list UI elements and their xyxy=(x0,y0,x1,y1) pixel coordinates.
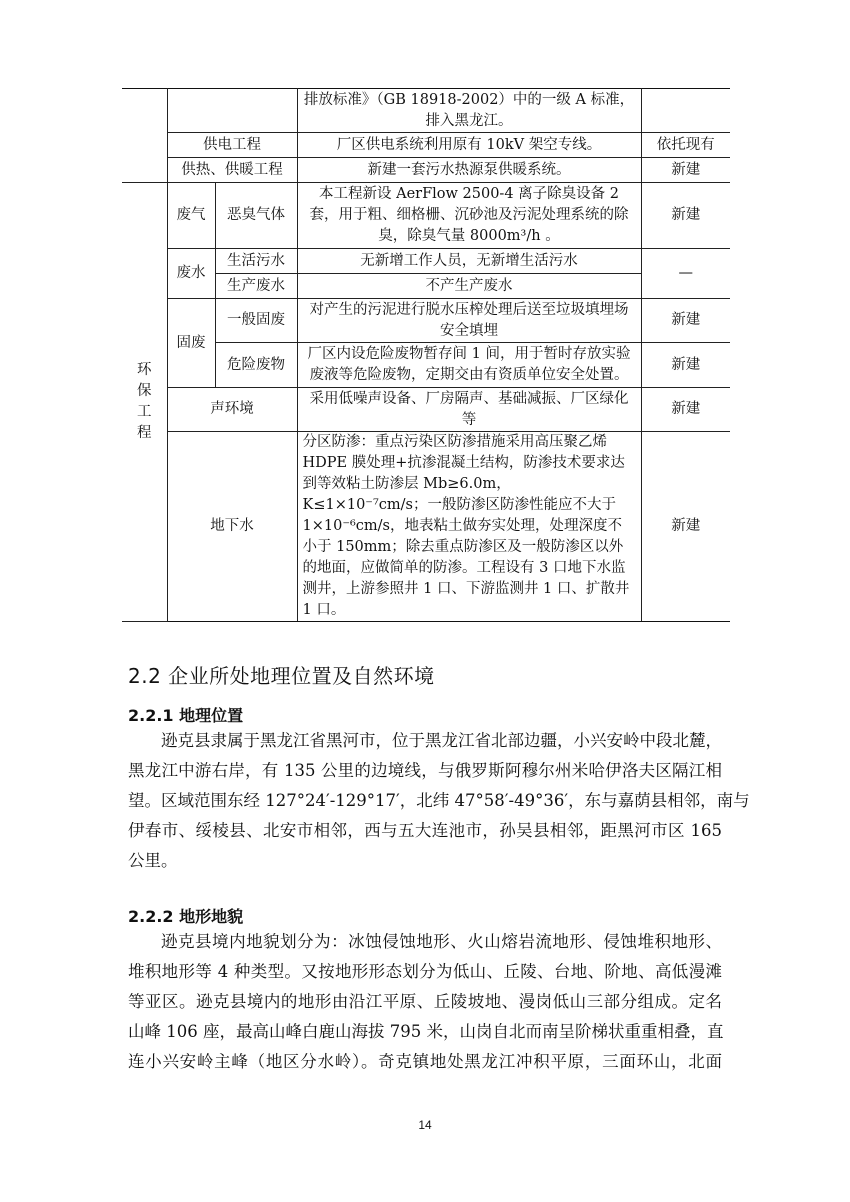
table-row xyxy=(122,249,730,274)
table-cell-category: 废水 xyxy=(167,249,215,299)
paragraph-line: 公里。 xyxy=(128,851,178,870)
table-cell-status: 依托现有 xyxy=(641,133,730,158)
table-row xyxy=(122,388,730,432)
table-cell-desc: 采用低噪声设备、厂房隔声、基础减振、厂区绿化等 xyxy=(297,388,641,432)
table-cell-desc: 不产生产废水 xyxy=(297,274,641,299)
paragraph-line: 等亚区。逊克县境内的地形由沿江平原、丘陵坡地、漫岗低山三部分组成。定名 xyxy=(128,992,722,1011)
table-row xyxy=(122,183,730,249)
table-row xyxy=(122,432,730,622)
table-cell-subitem: 恶臭气体 xyxy=(215,183,297,249)
table-cell-status: 新建 xyxy=(641,183,730,249)
page-number: 14 xyxy=(418,1118,432,1132)
table-row xyxy=(122,89,730,133)
table-cell-status: 新建 xyxy=(641,432,730,622)
paragraph-line: 伊春市、绥棱县、北安市相邻，西与五大连池市，孙吴县相邻，距黑河市区 165 xyxy=(128,821,722,840)
table-row xyxy=(122,299,730,343)
paragraph-line: 堆积地形等 4 种类型。又按地形形态划分为低山、丘陵、台地、阶地、高低漫滩 xyxy=(128,962,722,981)
table-cell-desc: 新建一套污水热源泵供暖系统。 xyxy=(297,158,641,183)
table-cell-category: 地下水 xyxy=(167,432,297,622)
table-cell-item: 供电工程 xyxy=(167,133,297,158)
subsection-heading-location: 2.2.1 地理位置 xyxy=(128,706,244,725)
paragraph-line: 逊克县隶属于黑龙江省黑河市，位于黑龙江省北部边疆，小兴安岭中段北麓， xyxy=(161,731,722,750)
paragraph-line: 望。区域范围东经 127°24′-129°17′，北纬 47°58′-49°36′，东与嘉荫县相邻，南与 xyxy=(128,791,750,810)
table-row xyxy=(122,158,730,183)
project-composition-table xyxy=(122,88,730,622)
table-cell-status: 新建 xyxy=(641,388,730,432)
paragraph-line: 山峰 106 座，最高山峰白鹿山海拔 795 米，山岗自北而南呈阶梯状重重相叠，直 xyxy=(128,1022,724,1041)
table-cell-group: 环保工程 xyxy=(122,183,167,622)
table-cell-desc: 厂区供电系统利用原有 10kV 架空专线。 xyxy=(297,133,641,158)
table-cell-desc: 排放标准》（GB 18918-2002）中的一级 A 标准，排入黑龙江。 xyxy=(297,89,641,133)
table-cell-subitem: 生活污水 xyxy=(215,249,297,274)
table-cell-subitem: 生产废水 xyxy=(215,274,297,299)
table-cell-subitem: 一般固废 xyxy=(215,299,297,343)
table-cell-category: 固废 xyxy=(167,299,215,388)
paragraph-line: 连小兴安岭主峰（地区分水岭）。奇克镇地处黑龙江冲积平原，三面环山，北面 xyxy=(128,1052,722,1071)
table-cell-desc: 对产生的污泥进行脱水压榨处理后送至垃圾填埋场安全填埋 xyxy=(297,299,641,343)
table-cell-desc: 分区防渗：重点污染区防渗措施采用高压聚乙烯 HDPE 膜处理+抗渗混凝土结构，防渗技术要求达到等效粘土防渗层 Mb≥6.0m，K≤1×10⁻⁷cm/s；一般防渗区防渗性能应不大于 1×10⁻⁶cm/s，地表粘土做夯实处理，处理深度不小于 150mm；除去重点防渗区及一般防渗区以外的地面，应做简单的防渗。工程设有 3 口地下水监测井，上游参照井 1 口、下游监测井 1 口、扩散井 1 口。 xyxy=(297,432,641,622)
table-cell-status: 新建 xyxy=(641,343,730,388)
table-cell-category: 废气 xyxy=(167,183,215,249)
paragraph-line: 黑龙江中游右岸，有 135 公里的边境线，与俄罗斯阿穆尔州米哈伊洛夫区隔江相 xyxy=(128,761,722,780)
paragraph-terrain xyxy=(128,927,722,1077)
table-cell-status: 新建 xyxy=(641,158,730,183)
table-cell-status: — xyxy=(641,249,730,299)
subsection-heading-terrain: 2.2.2 地形地貌 xyxy=(128,907,244,926)
table-cell-subitem: 危险废物 xyxy=(215,343,297,388)
paragraph-location xyxy=(128,726,750,876)
paragraph-line: 逊克县境内地貌划分为：冰蚀侵蚀地形、火山熔岩流地形、侵蚀堆积地形、 xyxy=(161,932,722,951)
table-cell-desc: 厂区内设危险废物暂存间 1 间，用于暂时存放实验废液等危险废物，定期交由有资质单位安全处置。 xyxy=(297,343,641,388)
table-cell-desc: 无新增工作人员，无新增生活污水 xyxy=(297,249,641,274)
table-cell-desc: 本工程新设 AerFlow 2500-4 离子除臭设备 2 套，用于粗、细格栅、沉砂池及污泥处理系统的除臭，除臭气量 8000m³/h 。 xyxy=(297,183,641,249)
table-cell-item: 供热、供暖工程 xyxy=(167,158,297,183)
table-cell-status: 新建 xyxy=(641,299,730,343)
table-row xyxy=(122,133,730,158)
section-heading: 2.2 企业所处地理位置及自然环境 xyxy=(128,664,435,688)
table-cell-category: 声环境 xyxy=(167,388,297,432)
